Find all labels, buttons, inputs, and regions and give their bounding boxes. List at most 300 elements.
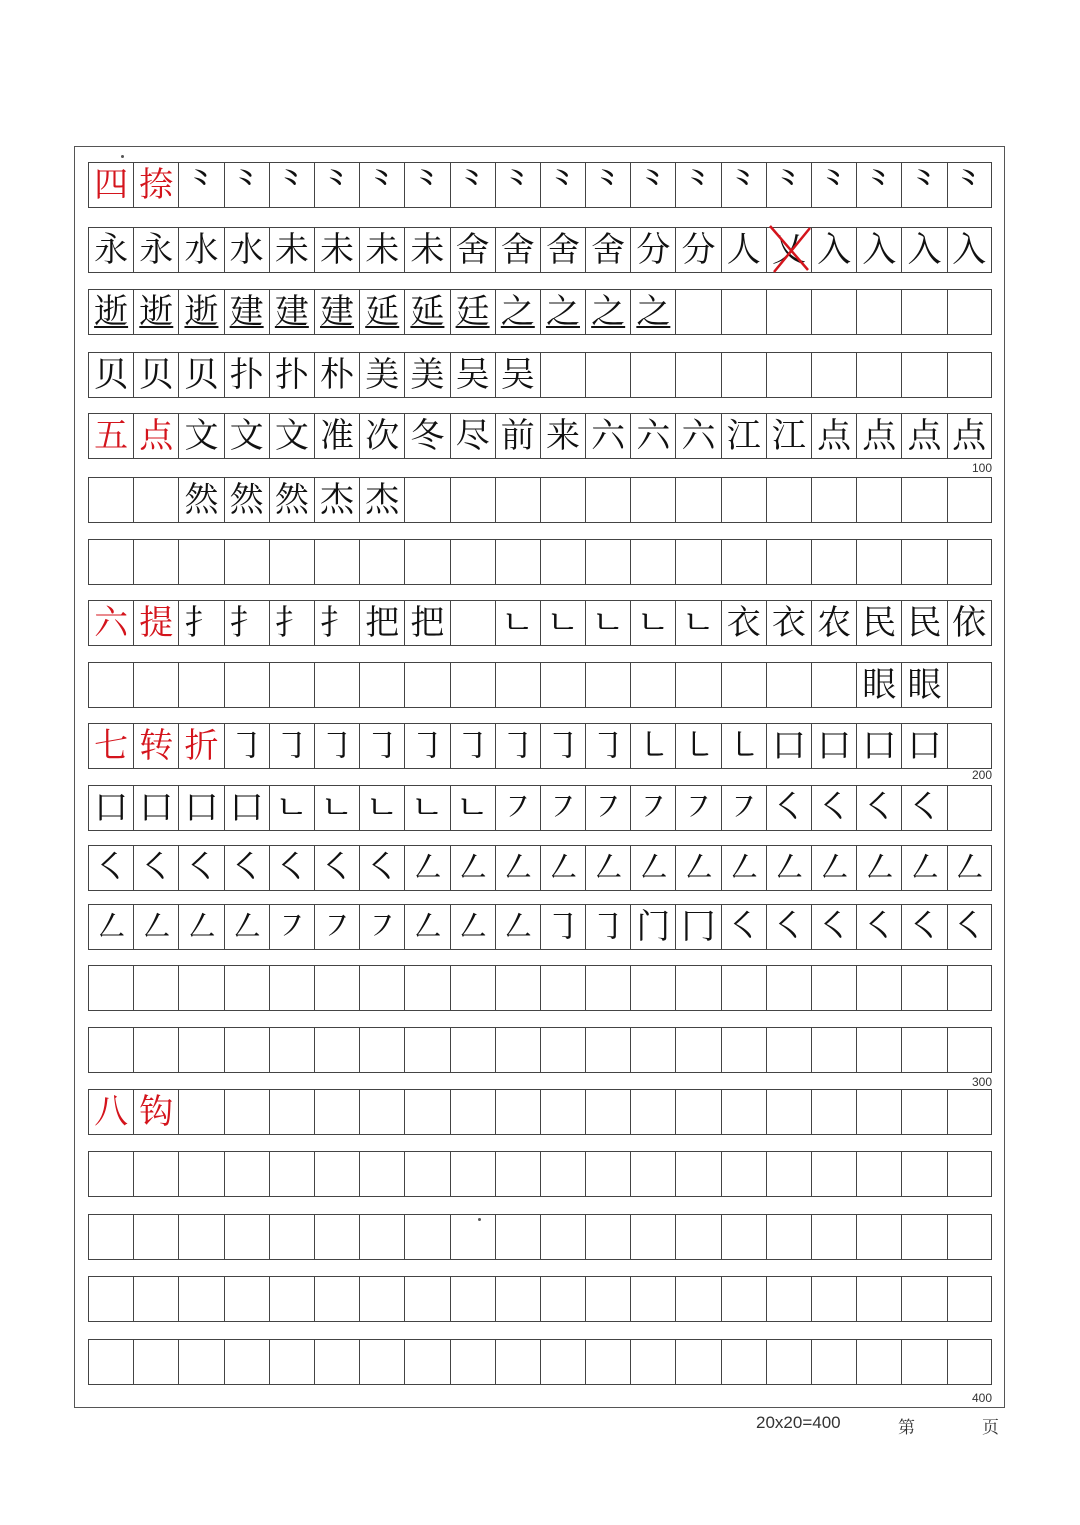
grid-cell bbox=[224, 1152, 269, 1196]
grid-cell: 提 bbox=[133, 601, 178, 645]
grid-cell bbox=[811, 966, 856, 1010]
grid-cell bbox=[359, 1152, 404, 1196]
grid-cell bbox=[269, 1152, 314, 1196]
grid-cell: 贝 bbox=[88, 353, 133, 397]
grid-cell: ㇛ bbox=[269, 846, 314, 890]
grid-cell bbox=[450, 478, 495, 522]
grid-cell: ⺀ bbox=[901, 163, 946, 207]
grid-cell bbox=[269, 1277, 314, 1321]
grid-cell: 折 bbox=[178, 724, 223, 768]
grid-cell: ㇜ bbox=[495, 846, 540, 890]
grid-cell: 衣 bbox=[766, 601, 811, 645]
grid-cell: ⺀ bbox=[178, 163, 223, 207]
grid-cell: ㇛ bbox=[856, 786, 901, 830]
grid-cell: 前 bbox=[495, 414, 540, 458]
grid-cell: ㄴ bbox=[404, 786, 449, 830]
grid-cell bbox=[721, 1028, 766, 1072]
grid-cell bbox=[495, 478, 540, 522]
grid-row bbox=[88, 1276, 992, 1322]
grid-cell bbox=[630, 1340, 675, 1384]
grid-cell bbox=[88, 1028, 133, 1072]
grid-cell bbox=[450, 1090, 495, 1134]
grid-cell bbox=[314, 663, 359, 707]
grid-cell: 民 bbox=[901, 601, 946, 645]
grid-cell: 建 bbox=[269, 290, 314, 334]
grid-cell bbox=[630, 353, 675, 397]
grid-cell bbox=[766, 540, 811, 584]
grid-cell bbox=[314, 1028, 359, 1072]
grid-cell bbox=[675, 1215, 720, 1259]
grid-cell: 门 bbox=[630, 905, 675, 949]
grid-cell bbox=[450, 1028, 495, 1072]
grid-cell bbox=[630, 478, 675, 522]
grid-row bbox=[88, 904, 992, 950]
grid-cell bbox=[766, 1090, 811, 1134]
grid-cell bbox=[133, 663, 178, 707]
grid-row bbox=[88, 162, 992, 208]
grid-cell bbox=[721, 478, 766, 522]
grid-cell bbox=[901, 1277, 946, 1321]
grid-cell bbox=[404, 478, 449, 522]
grid-cell: 逝 bbox=[133, 290, 178, 334]
grid-cell: ㇜ bbox=[856, 846, 901, 890]
grid-cell bbox=[540, 966, 585, 1010]
grid-cell bbox=[88, 663, 133, 707]
grid-cell: ⺀ bbox=[269, 163, 314, 207]
grid-cell bbox=[495, 1152, 540, 1196]
grid-cell: 江 bbox=[766, 414, 811, 458]
grid-cell bbox=[450, 663, 495, 707]
grid-cell: 七 bbox=[88, 724, 133, 768]
grid-cell: ㇜ bbox=[224, 905, 269, 949]
grid-cell bbox=[630, 1277, 675, 1321]
grid-cell bbox=[947, 290, 992, 334]
grid-cell bbox=[585, 966, 630, 1010]
grid-cell: 四 bbox=[88, 163, 133, 207]
grid-cell: 朴 bbox=[314, 353, 359, 397]
grid-cell: ㇆ bbox=[269, 724, 314, 768]
grid-cell bbox=[224, 663, 269, 707]
grid-cell: 美 bbox=[404, 353, 449, 397]
grid-cell: 次 bbox=[359, 414, 404, 458]
grid-cell bbox=[540, 1215, 585, 1259]
grid-row bbox=[88, 1339, 992, 1385]
grid-cell: 杰 bbox=[314, 478, 359, 522]
grid-cell: 转 bbox=[133, 724, 178, 768]
grid-cell bbox=[675, 353, 720, 397]
grid-cell: ⺀ bbox=[495, 163, 540, 207]
grid-cell: 美 bbox=[359, 353, 404, 397]
grid-cell bbox=[540, 478, 585, 522]
grid-cell: 建 bbox=[224, 290, 269, 334]
grid-cell: 扑 bbox=[269, 353, 314, 397]
grid-cell: 江 bbox=[721, 414, 766, 458]
grid-cell: ㇛ bbox=[766, 905, 811, 949]
grid-cell: ⺀ bbox=[947, 163, 992, 207]
grid-cell bbox=[540, 1090, 585, 1134]
grid-cell: 水 bbox=[224, 228, 269, 272]
grid-cell: ⺀ bbox=[721, 163, 766, 207]
grid-cell: ㇇ bbox=[314, 905, 359, 949]
grid-cell bbox=[133, 1277, 178, 1321]
cell-count-300: 300 bbox=[971, 1075, 992, 1089]
grid-cell: 未 bbox=[404, 228, 449, 272]
grid-cell: 永 bbox=[133, 228, 178, 272]
grid-cell bbox=[404, 1152, 449, 1196]
grid-cell bbox=[314, 966, 359, 1010]
grid-cell bbox=[585, 540, 630, 584]
grid-cell: ㇜ bbox=[630, 846, 675, 890]
grid-cell: ㇇ bbox=[675, 786, 720, 830]
grid-cell bbox=[947, 1340, 992, 1384]
grid-cell: ⺀ bbox=[675, 163, 720, 207]
grid-cell: 扌 bbox=[269, 601, 314, 645]
grid-cell: 舍 bbox=[540, 228, 585, 272]
grid-cell bbox=[178, 540, 223, 584]
grid-cell bbox=[178, 1090, 223, 1134]
grid-cell bbox=[450, 540, 495, 584]
grid-cell bbox=[585, 1152, 630, 1196]
grid-cell: ㇜ bbox=[811, 846, 856, 890]
grid-row bbox=[88, 413, 992, 459]
grid-cell bbox=[811, 1028, 856, 1072]
grid-cell: 点 bbox=[947, 414, 992, 458]
grid-cell bbox=[224, 1090, 269, 1134]
grid-cell bbox=[314, 1090, 359, 1134]
grid-row bbox=[88, 845, 992, 891]
grid-cell bbox=[856, 540, 901, 584]
grid-cell: 冂 bbox=[675, 905, 720, 949]
grid-cell bbox=[178, 1277, 223, 1321]
grid-cell bbox=[585, 1277, 630, 1321]
grid-cell: ㇛ bbox=[811, 786, 856, 830]
grid-cell bbox=[947, 663, 992, 707]
grid-cell: 未 bbox=[359, 228, 404, 272]
grid-cell: 尽 bbox=[450, 414, 495, 458]
grid-cell bbox=[224, 966, 269, 1010]
grid-cell: 六 bbox=[585, 414, 630, 458]
grid-cell bbox=[766, 1215, 811, 1259]
grid-cell: 之 bbox=[585, 290, 630, 334]
grid-cell: 舍 bbox=[450, 228, 495, 272]
grid-cell: ㄴ bbox=[675, 601, 720, 645]
grid-cell: ㇇ bbox=[269, 905, 314, 949]
grid-cell: ㇆ bbox=[540, 724, 585, 768]
grid-cell bbox=[269, 1340, 314, 1384]
grid-cell bbox=[359, 1277, 404, 1321]
grid-cell bbox=[675, 540, 720, 584]
grid-cell bbox=[675, 663, 720, 707]
grid-cell bbox=[133, 478, 178, 522]
grid-cell bbox=[269, 540, 314, 584]
grid-cell bbox=[178, 1340, 223, 1384]
grid-cell: 口 bbox=[901, 724, 946, 768]
grid-cell: ㇜ bbox=[901, 846, 946, 890]
grid-cell bbox=[540, 540, 585, 584]
grid-cell bbox=[947, 1277, 992, 1321]
grid-cell bbox=[675, 290, 720, 334]
grid-cell bbox=[811, 353, 856, 397]
grid-cell bbox=[133, 1340, 178, 1384]
grid-cell: 依 bbox=[947, 601, 992, 645]
grid-cell bbox=[901, 353, 946, 397]
grid-cell bbox=[450, 601, 495, 645]
grid-cell bbox=[404, 1090, 449, 1134]
stray-dot bbox=[121, 155, 124, 158]
grid-cell: 农 bbox=[811, 601, 856, 645]
grid-cell: 舍 bbox=[495, 228, 540, 272]
grid-cell: ㇜ bbox=[450, 846, 495, 890]
grid-cell bbox=[856, 966, 901, 1010]
grid-cell: 然 bbox=[178, 478, 223, 522]
grid-cell: ㄴ bbox=[540, 601, 585, 645]
grid-cell: 点 bbox=[856, 414, 901, 458]
grid-cell bbox=[88, 1215, 133, 1259]
grid-cell: ㇆ bbox=[450, 724, 495, 768]
grid-cell bbox=[901, 290, 946, 334]
grid-cell bbox=[224, 1028, 269, 1072]
grid-cell: ⺀ bbox=[856, 163, 901, 207]
grid-cell: 来 bbox=[540, 414, 585, 458]
grid-cell bbox=[178, 663, 223, 707]
grid-cell: 五 bbox=[88, 414, 133, 458]
grid-cell bbox=[450, 1215, 495, 1259]
grid-cell: 入 bbox=[856, 228, 901, 272]
grid-cell: 捺 bbox=[133, 163, 178, 207]
grid-cell bbox=[811, 1340, 856, 1384]
grid-cell: 把 bbox=[359, 601, 404, 645]
grid-cell bbox=[947, 724, 992, 768]
grid-cell: 贝 bbox=[133, 353, 178, 397]
grid-cell bbox=[721, 1277, 766, 1321]
grid-cell bbox=[269, 966, 314, 1010]
grid-cell bbox=[224, 540, 269, 584]
grid-cell bbox=[811, 1277, 856, 1321]
grid-cell: 永 bbox=[88, 228, 133, 272]
grid-row bbox=[88, 1089, 992, 1135]
grid-cell bbox=[495, 1215, 540, 1259]
grid-cell bbox=[947, 353, 992, 397]
grid-cell: ㇜ bbox=[404, 846, 449, 890]
grid-cell bbox=[901, 540, 946, 584]
grid-cell: ㇛ bbox=[721, 905, 766, 949]
grid-cell: 分 bbox=[675, 228, 720, 272]
grid-cell bbox=[947, 966, 992, 1010]
grid-cell bbox=[901, 1215, 946, 1259]
grid-cell: ㇇ bbox=[585, 786, 630, 830]
grid-cell bbox=[88, 1152, 133, 1196]
grid-cell bbox=[901, 1152, 946, 1196]
grid-cell: 文 bbox=[224, 414, 269, 458]
grid-cell bbox=[314, 1340, 359, 1384]
grid-cell: 钩 bbox=[133, 1090, 178, 1134]
grid-cell bbox=[675, 966, 720, 1010]
grid-cell bbox=[901, 1090, 946, 1134]
grid-cell: ㇜ bbox=[88, 905, 133, 949]
grid-cell: ㇛ bbox=[901, 786, 946, 830]
grid-cell bbox=[359, 1028, 404, 1072]
grid-cell bbox=[314, 1277, 359, 1321]
grid-cell bbox=[269, 1215, 314, 1259]
grid-cell: 扌 bbox=[224, 601, 269, 645]
grid-cell: ㇛ bbox=[901, 905, 946, 949]
grid-cell bbox=[88, 540, 133, 584]
grid-cell bbox=[585, 1340, 630, 1384]
grid-cell bbox=[766, 1152, 811, 1196]
grid-cell: 水 bbox=[178, 228, 223, 272]
grid-cell: ㄴ bbox=[314, 786, 359, 830]
grid-cell: 吴 bbox=[450, 353, 495, 397]
grid-cell bbox=[811, 540, 856, 584]
grid-cell bbox=[721, 1090, 766, 1134]
grid-cell: ㇜ bbox=[540, 846, 585, 890]
grid-cell bbox=[359, 1090, 404, 1134]
grid-cell bbox=[811, 1152, 856, 1196]
grid-cell bbox=[856, 478, 901, 522]
grid-cell: ㇛ bbox=[766, 786, 811, 830]
grid-cell bbox=[856, 1340, 901, 1384]
grid-cell bbox=[947, 540, 992, 584]
grid-cell: ㄴ bbox=[269, 786, 314, 830]
grid-cell: ㇛ bbox=[314, 846, 359, 890]
grid-cell: ㇆ bbox=[404, 724, 449, 768]
grid-cell bbox=[495, 1028, 540, 1072]
grid-cell bbox=[540, 663, 585, 707]
grid-cell bbox=[585, 478, 630, 522]
grid-cell: 贝 bbox=[178, 353, 223, 397]
grid-cell bbox=[766, 1277, 811, 1321]
grid-cell: ㇇ bbox=[630, 786, 675, 830]
grid-cell: ㇛ bbox=[947, 905, 992, 949]
grid-cell bbox=[630, 663, 675, 707]
grid-cell: ㇜ bbox=[675, 846, 720, 890]
grid-cell bbox=[721, 966, 766, 1010]
grid-row bbox=[88, 1027, 992, 1073]
grid-cell: 吴 bbox=[495, 353, 540, 397]
grid-cell bbox=[675, 1028, 720, 1072]
grid-cell: ㇛ bbox=[178, 846, 223, 890]
grid-cell bbox=[675, 478, 720, 522]
grid-cell bbox=[630, 1028, 675, 1072]
grid-cell: 口 bbox=[178, 786, 223, 830]
grid-cell: ㇇ bbox=[540, 786, 585, 830]
grid-cell: ㇆ bbox=[359, 724, 404, 768]
grid-cell bbox=[450, 966, 495, 1010]
grid-cell bbox=[495, 1277, 540, 1321]
grid-cell bbox=[721, 1152, 766, 1196]
grid-cell: 杰 bbox=[359, 478, 404, 522]
grid-cell bbox=[675, 1340, 720, 1384]
grid-cell: 之 bbox=[540, 290, 585, 334]
grid-cell bbox=[947, 1215, 992, 1259]
grid-cell: ㇛ bbox=[856, 905, 901, 949]
grid-cell bbox=[811, 290, 856, 334]
grid-cell bbox=[224, 1215, 269, 1259]
grid-cell bbox=[133, 1028, 178, 1072]
grid-cell bbox=[766, 966, 811, 1010]
grid-cell bbox=[359, 1340, 404, 1384]
grid-cell: ㇛ bbox=[88, 846, 133, 890]
grid-cell: ㇜ bbox=[178, 905, 223, 949]
grid-cell: 文 bbox=[178, 414, 223, 458]
grid-cell bbox=[404, 1028, 449, 1072]
grid-cell: ㇇ bbox=[721, 786, 766, 830]
grid-cell: 口 bbox=[88, 786, 133, 830]
grid-cell: 点 bbox=[133, 414, 178, 458]
grid-cell bbox=[224, 1340, 269, 1384]
grid-cell bbox=[88, 1277, 133, 1321]
page-label-ye: 页 bbox=[982, 1418, 999, 1438]
grid-cell bbox=[269, 1028, 314, 1072]
grid-cell: 文 bbox=[269, 414, 314, 458]
grid-cell: 然 bbox=[224, 478, 269, 522]
grid-row bbox=[88, 600, 992, 646]
grid-cell bbox=[675, 1277, 720, 1321]
grid-cell: ⺀ bbox=[630, 163, 675, 207]
grid-cell: 六 bbox=[630, 414, 675, 458]
grid-cell bbox=[314, 1215, 359, 1259]
grid-cell bbox=[540, 1340, 585, 1384]
grid-cell bbox=[856, 290, 901, 334]
grid-row bbox=[88, 723, 992, 769]
grid-cell bbox=[314, 540, 359, 584]
grid-cell bbox=[540, 1152, 585, 1196]
grid-cell: ㇜ bbox=[133, 905, 178, 949]
grid-cell bbox=[404, 540, 449, 584]
grid-row bbox=[88, 352, 992, 398]
grid-cell: 廷 bbox=[450, 290, 495, 334]
grid-cell bbox=[314, 1152, 359, 1196]
grid-cell: 衣 bbox=[721, 601, 766, 645]
grid-cell: 眼 bbox=[901, 663, 946, 707]
grid-row bbox=[88, 477, 992, 523]
grid-cell: 之 bbox=[495, 290, 540, 334]
grid-cell: ㇄ bbox=[630, 724, 675, 768]
grid-cell bbox=[901, 1340, 946, 1384]
grid-cell bbox=[856, 1028, 901, 1072]
grid-cell: 民 bbox=[856, 601, 901, 645]
grid-cell bbox=[178, 1152, 223, 1196]
grid-cell: ⺀ bbox=[314, 163, 359, 207]
grid-cell bbox=[947, 1090, 992, 1134]
grid-cell: ㇄ bbox=[675, 724, 720, 768]
grid-cell bbox=[585, 1028, 630, 1072]
grid-cell: ㇄ bbox=[721, 724, 766, 768]
grid-cell bbox=[133, 1215, 178, 1259]
grid-cell: 之 bbox=[630, 290, 675, 334]
grid-cell bbox=[630, 1152, 675, 1196]
grid-cell bbox=[450, 1277, 495, 1321]
grid-cell bbox=[495, 966, 540, 1010]
grid-cell: ⺀ bbox=[540, 163, 585, 207]
grid-cell: ㇆ bbox=[585, 724, 630, 768]
grid-cell: 扌 bbox=[178, 601, 223, 645]
grid-cell bbox=[224, 1277, 269, 1321]
grid-cell: ㇜ bbox=[450, 905, 495, 949]
grid-cell: ㇜ bbox=[585, 846, 630, 890]
grid-cell: ㇆ bbox=[540, 905, 585, 949]
grid-cell: ㄴ bbox=[359, 786, 404, 830]
grid-cell: 六 bbox=[88, 601, 133, 645]
grid-cell bbox=[540, 353, 585, 397]
grid-cell: 口 bbox=[856, 724, 901, 768]
grid-cell bbox=[495, 1340, 540, 1384]
grid-cell: ㄴ bbox=[450, 786, 495, 830]
grid-cell bbox=[404, 1340, 449, 1384]
grid-row bbox=[88, 785, 992, 831]
grid-cell bbox=[540, 1277, 585, 1321]
grid-cell: ㇆ bbox=[495, 724, 540, 768]
